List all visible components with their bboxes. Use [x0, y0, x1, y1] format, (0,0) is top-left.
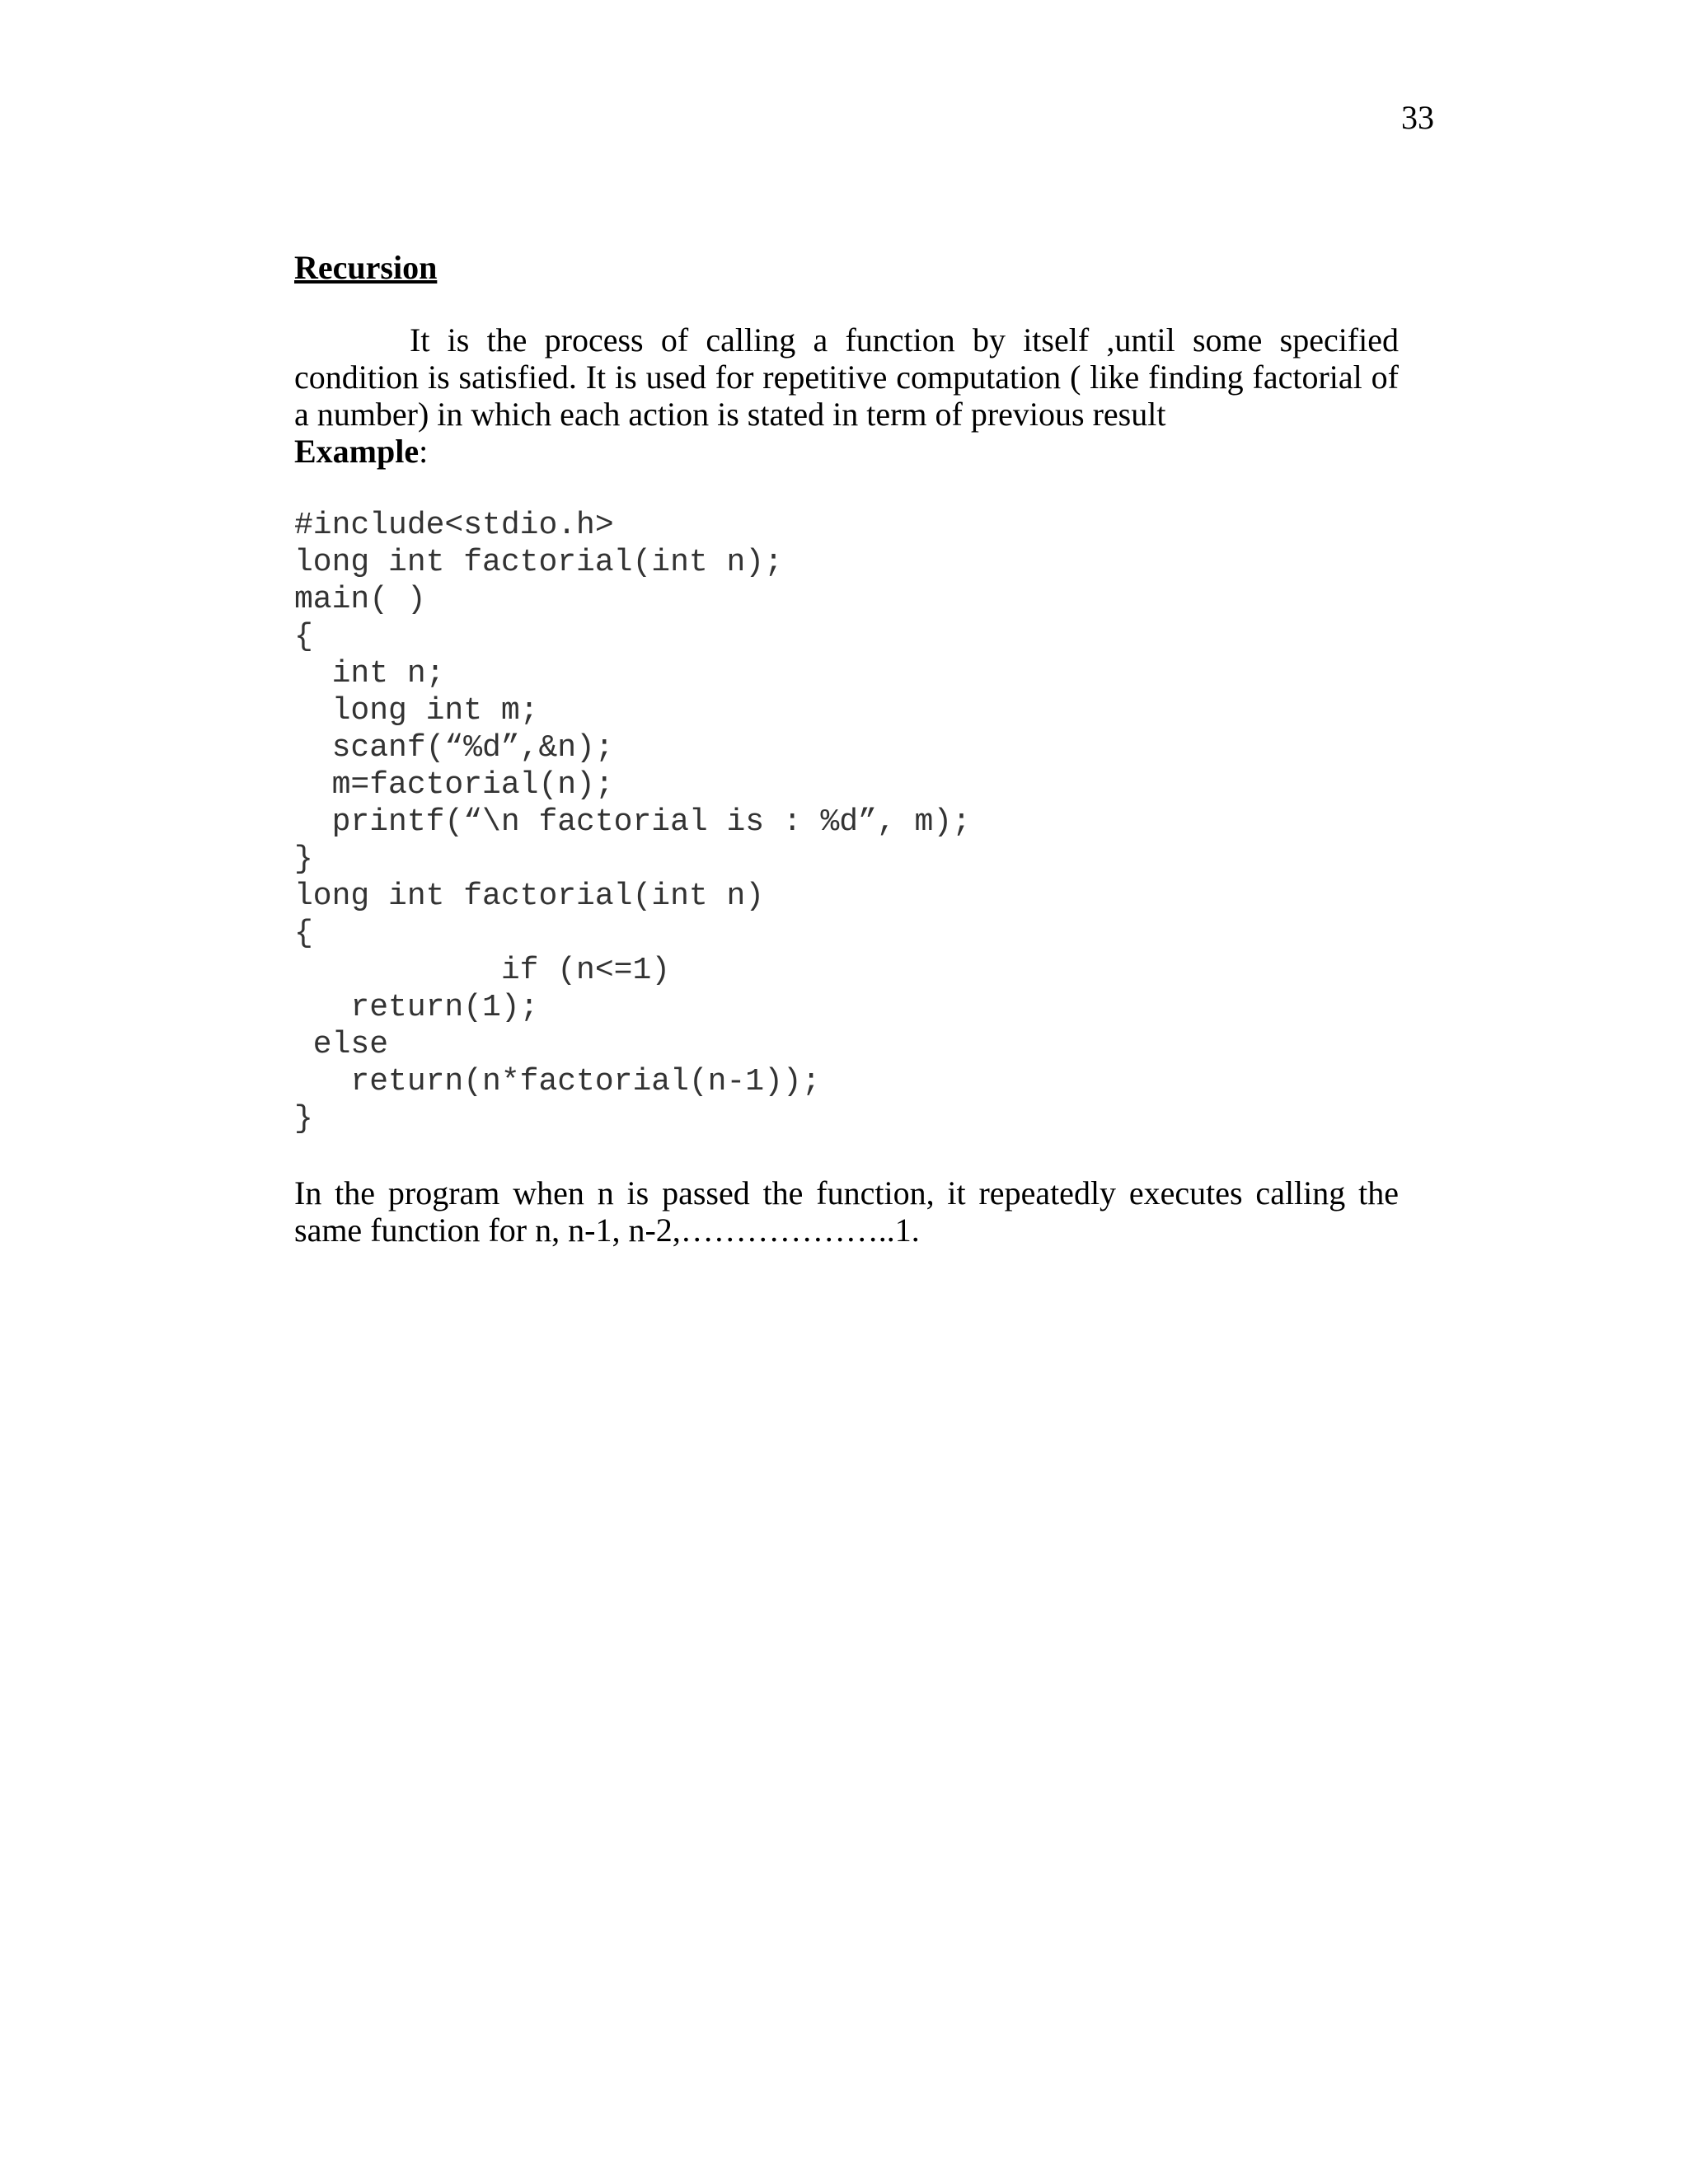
code-line: return(1);: [294, 990, 539, 1025]
code-line: long int m;: [294, 693, 539, 729]
code-line: m=factorial(n);: [294, 767, 614, 803]
intro-paragraph: It is the process of calling a function by itself ,until some specified condition is satisfied. It is used for repetitive computation ( like finding factorial of a number) in which each action is stated in term of previous result: [294, 321, 1399, 433]
code-line: scanf(“%d”,&n);: [294, 730, 614, 766]
closing-paragraph: In the program when n is passed the function, it repeatedly executes calling the same function for n, n-1, n-2,………………..1.: [294, 1174, 1399, 1249]
code-line: {: [294, 619, 313, 654]
code-line: }: [294, 841, 313, 877]
code-line: #include<stdio.h>: [294, 508, 614, 543]
code-line: long int factorial(int n): [294, 879, 765, 914]
example-colon: :: [419, 433, 429, 470]
section-heading: Recursion: [294, 249, 438, 286]
code-line: {: [294, 916, 313, 951]
code-line: if (n<=1): [294, 953, 671, 988]
example-label: Example: [294, 433, 420, 470]
example-label-line: [294, 433, 1399, 470]
code-line: int n;: [294, 656, 445, 691]
code-line: return(n*factorial(n-1));: [294, 1064, 821, 1099]
page-number: 33: [1401, 99, 1434, 136]
code-line: else: [294, 1027, 389, 1062]
page-content: [294, 247, 1399, 1249]
code-block: [294, 470, 1399, 1137]
code-line: main( ): [294, 582, 426, 617]
code-line: long int factorial(int n);: [294, 545, 783, 580]
code-line: printf(“\n factorial is : %d”, m);: [294, 804, 971, 840]
code-line: }: [294, 1101, 313, 1137]
